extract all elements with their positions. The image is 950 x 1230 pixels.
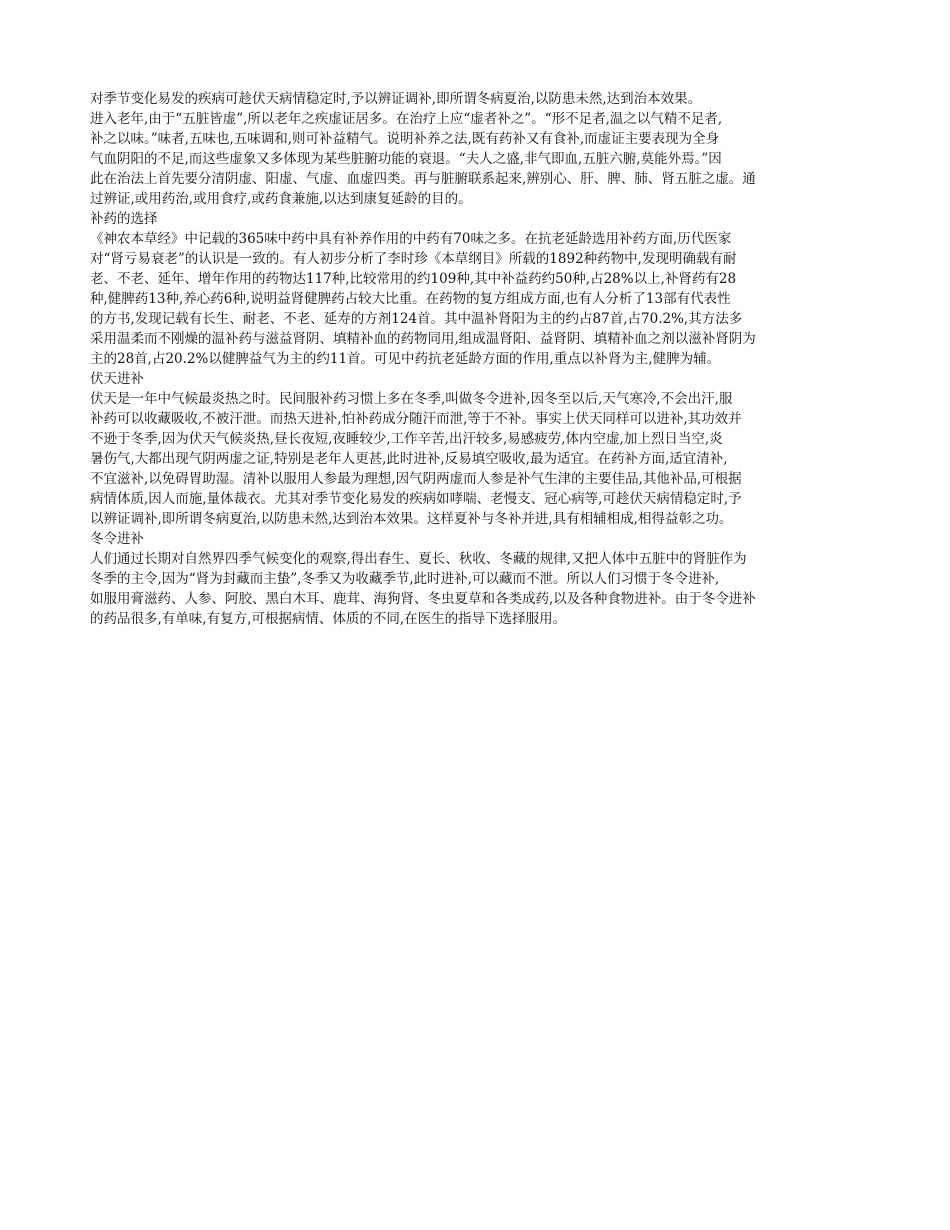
text-line: 以辨证调补,即所谓冬病夏治,以防患未然,达到治本效果。这样夏补与冬补并进,具有相辅相成,相得益彰之功。 xyxy=(90,511,733,527)
text-line: 冬季的主令,因为“肾为封藏而主蛰”,冬季又为收藏季节,此时进补,可以藏而不泄。所以人们习惯于冬令进补, xyxy=(90,571,720,587)
text-line: 老、不老、延年、增年作用的药物达117种,比较常用的约109种,其中补益药约50种,占28%以上,补肾药有28 xyxy=(90,271,737,287)
text-line: 气血阴阳的不足,而这些虚象又多体现为某些脏腑功能的衰退。“夫人之盛,非气即血,五脏六腑,莫能外焉。”因 xyxy=(90,151,722,167)
heading-winter-tonic: 冬令进补 xyxy=(90,531,144,547)
summer-tonic-paragraph xyxy=(90,389,860,529)
heading-summer-tonic: 伏天进补 xyxy=(90,371,144,387)
text-line: 《神农本草经》中记载的365味中药中具有补养作用的中药有70味之多。在抗老延龄选用补药方面,历代医家 xyxy=(90,231,732,247)
text-line: 补药可以收藏吸收,不被汗泄。而热天进补,怕补药成分随汗而泄,等于不补。事实上伏天同样可以进补,其功效并 xyxy=(90,411,742,427)
text-line: 过辨证,或用药治,或用食疗,或药食兼施,以达到康复延龄的目的。 xyxy=(90,191,472,207)
text-line: 不逊于冬季,因为伏天气候炎热,昼长夜短,夜睡较少,工作辛苦,出汗较多,易感疲劳,体内空虚,加上烈日当空,炎 xyxy=(90,431,723,447)
text-line: 如服用膏滋药、人参、阿胶、黑白木耳、鹿茸、海狗肾、冬虫夏草和各类成药,以及各种食物进补。由于冬令进补 xyxy=(90,591,756,607)
text-line: 对季节变化易发的疾病可趁伏天病情稳定时,予以辨证调补,即所谓冬病夏治,以防患未然,达到治本效果。 xyxy=(90,91,702,107)
winter-tonic-paragraph xyxy=(90,549,860,629)
text-line: 补之以味。”味者,五味也,五味调和,则可补益精气。说明补养之法,既有药补又有食补,而虚证主要表现为全身 xyxy=(90,131,720,147)
tonic-selection-paragraph xyxy=(90,229,860,369)
text-line: 人们通过长期对自然界四季气候变化的观察,得出春生、夏长、秋收、冬藏的规律,又把人体中五脏中的肾脏作为 xyxy=(90,551,747,567)
text-line: 不宜滋补,以免碍胃助湿。清补以服用人参最为理想,因气阴两虚而人参是补气生津的主要佳品,其他补品,可根据 xyxy=(90,471,742,487)
text-line: 的方书,发现记载有长生、耐老、不老、延寿的方剂124首。其中温补肾阳为主的约占87首,占70.2%,其方法多 xyxy=(90,311,743,327)
old-age-paragraph xyxy=(90,109,860,209)
intro-continuation xyxy=(90,89,860,109)
text-line: 对“肾亏易衰老”的认识是一致的。有人初步分析了李时珍《本草纲目》所载的1892种药物中,发现明确载有耐 xyxy=(90,251,737,267)
text-line: 主的28首,占20.2%以健脾益气为主的约11首。可见中药抗老延龄方面的作用,重点以补肾为主,健脾为辅。 xyxy=(90,351,721,367)
text-line: 暑伤气,大都出现气阴两虚之证,特别是老年人更甚,此时进补,反易填空吸收,最为适宜。在药补方面,适宜清补, xyxy=(90,451,728,467)
text-line: 种,健脾药13种,养心药6种,说明益肾健脾药占较大比重。在药物的复方组成方面,也有人分析了13部有代表性 xyxy=(90,291,731,307)
text-line: 的药品很多,有单味,有复方,可根据病情、体质的不同,在医生的指导下选择服用。 xyxy=(90,611,567,627)
text-line: 此在治法上首先要分清阴虚、阳虚、气虚、血虚四类。再与脏腑联系起来,辨别心、肝、脾、肺、肾五脏之虚。通 xyxy=(90,171,756,187)
document-page xyxy=(90,89,860,629)
text-line: 采用温柔而不刚燥的温补药与滋益肾阴、填精补血的药物同用,组成温肾阳、益肾阴、填精补血之剂以滋补肾阴为 xyxy=(90,331,756,347)
text-line: 伏天是一年中气候最炎热之时。民间服补药习惯上多在冬季,叫做冬令进补,因冬至以后,天气寒冷,不会出汗,服 xyxy=(90,391,733,407)
text-line: 进入老年,由于“五脏皆虚”,所以老年之疾虚证居多。在治疗上应“虚者补之”。“形不足者,温之以气精不足者, xyxy=(90,111,723,127)
heading-tonic-selection: 补药的选择 xyxy=(90,211,158,227)
text-line: 病情体质,因人而施,量体裁衣。尤其对季节变化易发的疾病如哮喘、老慢支、冠心病等,可趁伏天病情稳定时,予 xyxy=(90,491,742,507)
